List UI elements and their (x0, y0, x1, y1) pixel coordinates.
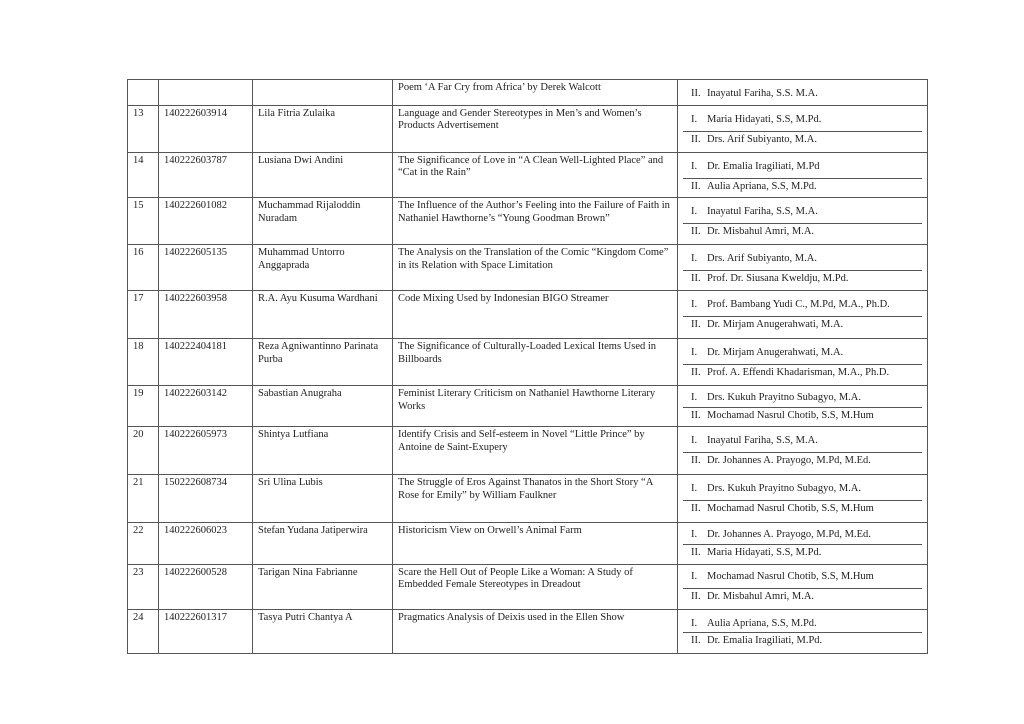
supervisor-name: Dr. Johannes A. Prayogo, M.Pd, M.Ed. (707, 529, 871, 541)
supervisor-name: Aulia Apriana, S.S, M.Pd. (707, 180, 817, 192)
roman-numeral: II. (691, 409, 701, 421)
supervisor-name: Aulia Apriana, S.S, M.Pd. (707, 617, 817, 629)
roman-numeral: I. (691, 347, 698, 359)
supervisor-2 (683, 500, 922, 518)
table-row (128, 245, 928, 291)
supervisor-2 (683, 178, 922, 196)
supervisor-1 (683, 108, 922, 131)
thesis-title: The Struggle of Eros Against Thanatos in the Short Story “A Rose for Emily” by William Faulkner (393, 475, 678, 523)
supervisor-name: Dr. Emalia Iragiliati, M.Pd (707, 160, 820, 172)
supervisors-cell (678, 339, 928, 386)
thesis-title: The Analysis on the Translation of the Comic “Kingdom Come” in its Relation with Space Limitation (393, 245, 678, 291)
supervisor-name: Dr. Mirjam Anugerahwati, M.A. (707, 319, 844, 331)
table-row (128, 475, 928, 523)
thesis-title: Pragmatics Analysis of Deixis used in the Ellen Show (393, 609, 678, 653)
row-number: 18 (128, 339, 159, 386)
supervisor-1 (683, 612, 922, 633)
supervisor-name: Drs. Arif Subiyanto, M.A. (707, 133, 817, 145)
thesis-title: Feminist Literary Criticism on Nathaniel Hawthorne Literary Works (393, 386, 678, 427)
roman-numeral: II. (691, 455, 701, 467)
roman-numeral: I. (691, 113, 698, 125)
student-name: Lila Fitria Zulaika (253, 105, 393, 152)
roman-numeral: II. (691, 180, 701, 192)
table-row (128, 523, 928, 564)
supervisor-name: Prof. A. Effendi Khadarisman, M.A., Ph.D. (707, 367, 890, 379)
student-name: R.A. Ayu Kusuma Wardhani (253, 291, 393, 339)
roman-numeral: I. (691, 206, 698, 218)
student-id: 140222603142 (159, 386, 253, 427)
supervisor-name: Inayatul Fariha, S.S, M.A. (707, 206, 818, 218)
table-row (128, 339, 928, 386)
row-number: 21 (128, 475, 159, 523)
student-name: Muchammad Rijaloddin Nuradam (253, 198, 393, 245)
roman-numeral: I. (691, 435, 698, 447)
roman-numeral: I. (691, 160, 698, 172)
student-name: Tasya Putri Chantya A (253, 609, 393, 653)
supervisor-2 (683, 316, 922, 334)
supervisor-name: Dr. Johannes A. Prayogo, M.Pd, M.Ed. (707, 455, 871, 467)
supervisors-cell (678, 523, 928, 564)
supervisor-1 (683, 247, 922, 270)
roman-numeral: I. (691, 253, 698, 265)
thesis-title: Poem ‘A Far Cry from Africa’ by Derek Walcott (393, 80, 678, 106)
row-number: 20 (128, 427, 159, 475)
supervisor-name: Dr. Misbahul Amri, M.A. (707, 590, 815, 602)
supervisor-1 (683, 429, 922, 452)
roman-numeral: II. (691, 503, 701, 515)
student-id: 140222603787 (159, 152, 253, 198)
supervisor-1 (683, 525, 922, 544)
table-row (128, 386, 928, 427)
table-row (128, 564, 928, 609)
student-name: Sri Ulina Lubis (253, 475, 393, 523)
roman-numeral: II. (691, 635, 701, 647)
roman-numeral: I. (691, 299, 698, 311)
row-number: 15 (128, 198, 159, 245)
roman-numeral: II. (691, 226, 701, 238)
supervisor-name: Mochamad Nasrul Chotib, S.S, M.Hum (707, 503, 874, 515)
supervisors-cell (678, 105, 928, 152)
table-body (128, 80, 928, 654)
student-name: Muhammad Untorro Anggaprada (253, 245, 393, 291)
supervisor-1 (683, 388, 922, 407)
supervisors-cell (678, 245, 928, 291)
supervisors-cell (678, 80, 928, 106)
row-number: 22 (128, 523, 159, 564)
roman-numeral: II. (691, 273, 701, 285)
supervisors-cell (678, 475, 928, 523)
student-id: 140222404181 (159, 339, 253, 386)
table-row (128, 609, 928, 653)
supervisor-name: Inayatul Fariha, S.S. M.A. (707, 88, 818, 99)
student-name: Reza Agniwantinno Parinata Purba (253, 339, 393, 386)
student-id: 140222606023 (159, 523, 253, 564)
table-row (128, 427, 928, 475)
thesis-title: Code Mixing Used by Indonesian BIGO Streamer (393, 291, 678, 339)
supervisor-name: Prof. Bambang Yudi C., M.Pd, M.A., Ph.D. (707, 299, 890, 311)
thesis-title: Identify Crisis and Self-esteem in Novel “Little Prince” by Antoine de Saint-Exupery (393, 427, 678, 475)
supervisor-1 (683, 293, 922, 316)
supervisor-name: Inayatul Fariha, S.S, M.A. (707, 435, 818, 447)
student-id: 140222600528 (159, 564, 253, 609)
roman-numeral: I. (691, 570, 698, 582)
supervisor-name: Drs. Kukuh Prayitno Subagyo, M.A. (707, 483, 861, 495)
student-id: 140222605135 (159, 245, 253, 291)
supervisors-cell (678, 152, 928, 198)
row-number: 24 (128, 609, 159, 653)
student-name: Lusiana Dwi Andini (253, 152, 393, 198)
roman-numeral: II. (691, 133, 701, 145)
roman-numeral: II. (691, 590, 701, 602)
table-row (128, 152, 928, 198)
row-number: 17 (128, 291, 159, 339)
supervisor-2 (683, 407, 922, 425)
supervisor-name: Maria Hidayati, S.S, M.Pd. (707, 113, 822, 125)
supervisor-2 (683, 588, 922, 606)
supervisor-name: Drs. Arif Subiyanto, M.A. (707, 253, 817, 265)
supervisor-2 (683, 632, 922, 650)
supervisor-name: Mochamad Nasrul Chotib, S.S, M.Hum (707, 409, 874, 421)
supervisor-name: Dr. Mirjam Anugerahwati, M.A. (707, 347, 844, 359)
supervisors-cell (678, 291, 928, 339)
thesis-supervisor-table (127, 79, 928, 654)
row-number (128, 80, 159, 106)
supervisor-1 (683, 341, 922, 364)
supervisor-1 (683, 200, 922, 223)
student-id: 140222603958 (159, 291, 253, 339)
thesis-title: Historicism View on Orwell’s Animal Farm (393, 523, 678, 564)
row-number: 23 (128, 564, 159, 609)
supervisor-1 (683, 567, 922, 588)
supervisor-2 (683, 131, 922, 149)
table-row (128, 198, 928, 245)
supervisor-name: Mochamad Nasrul Chotib, S.S, M.Hum (707, 570, 874, 582)
thesis-title: Language and Gender Stereotypes in Men’s and Women’s Products Advertisement (393, 105, 678, 152)
thesis-title: The Significance of Culturally-Loaded Lexical Items Used in Billboards (393, 339, 678, 386)
roman-numeral: II. (691, 88, 701, 99)
supervisors-cell (678, 564, 928, 609)
student-id: 140222603914 (159, 105, 253, 152)
supervisors-cell (678, 198, 928, 245)
supervisor-1 (683, 155, 922, 178)
table-row (128, 105, 928, 152)
thesis-title: The Significance of Love in “A Clean Well-Lighted Place” and “Cat in the Rain” (393, 152, 678, 198)
supervisor-2 (683, 223, 922, 241)
roman-numeral: I. (691, 617, 698, 629)
table-row (128, 291, 928, 339)
supervisors-cell (678, 609, 928, 653)
roman-numeral: II. (691, 319, 701, 331)
supervisor-name: Drs. Kukuh Prayitno Subagyo, M.A. (707, 392, 861, 404)
supervisor-name: Prof. Dr. Siusana Kweldju, M.Pd. (707, 273, 849, 285)
row-number: 13 (128, 105, 159, 152)
student-name: Stefan Yudana Jatiperwira (253, 523, 393, 564)
thesis-title: The Influence of the Author’s Feeling into the Failure of Faith in Nathaniel Hawthorne’s “Young Goodman Brown” (393, 198, 678, 245)
roman-numeral: I. (691, 529, 698, 541)
roman-numeral: II. (691, 367, 701, 379)
thesis-title: Scare the Hell Out of People Like a Woman: A Study of Embedded Female Stereotypes in Dreadout (393, 564, 678, 609)
supervisors-cell (678, 386, 928, 427)
row-number: 14 (128, 152, 159, 198)
student-id: 150222608734 (159, 475, 253, 523)
supervisor-name: Maria Hidayati, S.S, M.Pd. (707, 546, 822, 558)
row-number: 16 (128, 245, 159, 291)
student-id: 140222605973 (159, 427, 253, 475)
student-id: 140222601082 (159, 198, 253, 245)
supervisor-2 (683, 270, 922, 288)
supervisor-name: Dr. Misbahul Amri, M.A. (707, 226, 815, 238)
roman-numeral: I. (691, 392, 698, 404)
student-name (253, 80, 393, 106)
supervisor-1 (683, 477, 922, 500)
student-name: Tarigan Nina Fabrianne (253, 564, 393, 609)
supervisor-name: Dr. Emalia Iragiliati, M.Pd. (707, 635, 823, 647)
supervisors-cell (678, 427, 928, 475)
student-id (159, 80, 253, 106)
supervisor-2 (683, 452, 922, 470)
supervisor-2 (683, 364, 922, 382)
table-row (128, 80, 928, 106)
supervisor-2 (683, 544, 922, 562)
roman-numeral: II. (691, 546, 701, 558)
row-number: 19 (128, 386, 159, 427)
supervisor-2 (683, 82, 922, 103)
student-name: Sabastian Anugraha (253, 386, 393, 427)
roman-numeral: I. (691, 483, 698, 495)
student-id: 140222601317 (159, 609, 253, 653)
student-name: Shintya Lutfiana (253, 427, 393, 475)
